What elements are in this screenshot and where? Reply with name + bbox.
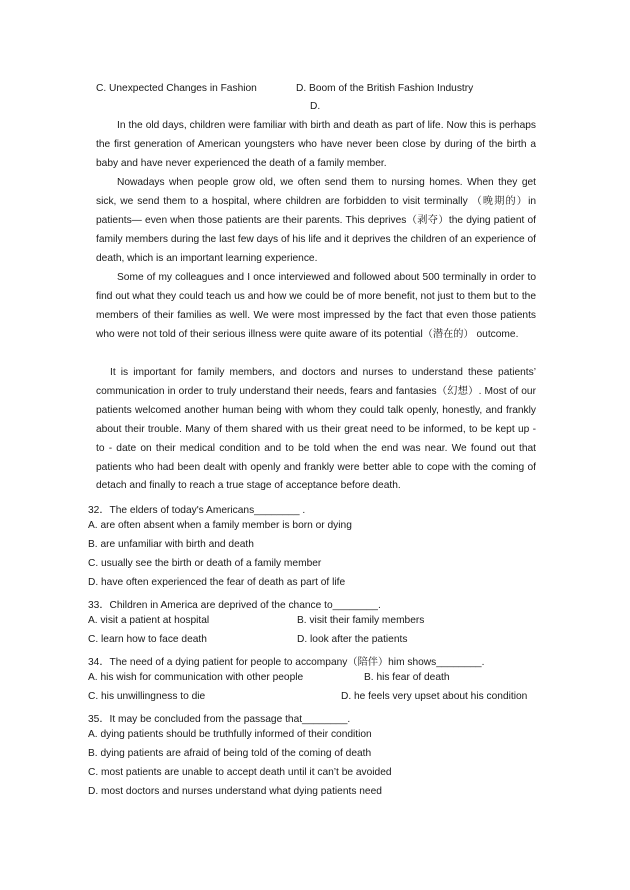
question-35-option-c: C. most patients are unable to accept death until it can’t be avoided bbox=[88, 767, 392, 778]
option-c-prev: C. Unexpected Changes in Fashion bbox=[96, 83, 257, 94]
question-35-stem: 35．It may be concluded from the passage that________. bbox=[88, 714, 351, 725]
question-32-option-c: C. usually see the birth or death of a family member bbox=[88, 558, 322, 569]
question-33-option-b: B. visit their family members bbox=[297, 615, 425, 626]
question-33-option-a: A. visit a patient at hospital bbox=[88, 615, 210, 626]
question-35-option-b: B. dying patients are afraid of being told of the coming of death bbox=[88, 748, 372, 759]
paragraph-2: Nowadays when people grow old, we often send them to nursing homes. When they get sick, we send them to a hospital, where children are forbidden to visit terminally （晚期的）in patients— even when those patients are their parents. This deprives（剥夺）the dying patient of family members during the last few days of his life and it deprives the children of an experience of death, which is an important learning experience. bbox=[96, 177, 536, 264]
question-34-option-a: A. his wish for communication with other people bbox=[88, 672, 304, 683]
question-32-option-a: A. are often absent when a family member is born or dying bbox=[88, 520, 352, 531]
option-d-prev: D. Boom of the British Fashion Industry bbox=[296, 83, 474, 94]
paragraph-3: Some of my colleagues and I once interviewed and followed about 500 terminally in order to find out what they could teach us and how we could be of more benefit, not just to them but to the members of their families as well. We were most impressed by the fact that even those patients who were not told of their serious illness were quite aware of its potential（潜在的） outcome. bbox=[96, 272, 536, 340]
question-34-option-d: D. he feels very upset about his condition bbox=[341, 691, 528, 702]
question-32-option-d: D. have often experienced the fear of death as part of life bbox=[88, 577, 346, 588]
paragraph-4: It is important for family members, and doctors and nurses to understand these patients’ communication in order to truly understand their needs, fears and fantasies（幻想）. Most of our patients welcomed another human being with whom they could talk openly, honestly, and frankly about their trouble. Many of them shared with us their great need to be informed, to be kept up - to - date on their medical condition and to be told when the end was near. We found out that patients who had been dealt with openly and frankly were better able to cope with the coming of detach and finally to reach a true stage of acceptance before death. bbox=[96, 367, 536, 492]
question-34-option-c: C. his unwillingness to die bbox=[88, 691, 206, 702]
question-35-option-d: D. most doctors and nurses understand what dying patients need bbox=[88, 786, 382, 797]
passage-label: D. bbox=[310, 101, 321, 112]
question-33-option-c: C. learn how to face death bbox=[88, 634, 207, 645]
question-34-stem: 34．The need of a dying patient for people to accompany（陪伴）him shows________. bbox=[88, 657, 485, 668]
question-32-stem: 32．The elders of today's Americans________ . bbox=[88, 505, 306, 516]
question-33-stem: 33．Children in America are deprived of the chance to________. bbox=[88, 600, 381, 611]
question-33-option-d: D. look after the patients bbox=[297, 634, 408, 645]
question-34-option-b: B. his fear of death bbox=[364, 672, 450, 683]
question-35-option-a: A. dying patients should be truthfully informed of their condition bbox=[88, 729, 372, 740]
paragraph-1: In the old days, children were familiar with birth and death as part of life. Now this is perhaps the first generation of American youngsters who have never been close by during of the birth a baby and have never experienced the death of a family member. bbox=[96, 120, 536, 169]
question-32-option-b: B. are unfamiliar with birth and death bbox=[88, 539, 254, 550]
